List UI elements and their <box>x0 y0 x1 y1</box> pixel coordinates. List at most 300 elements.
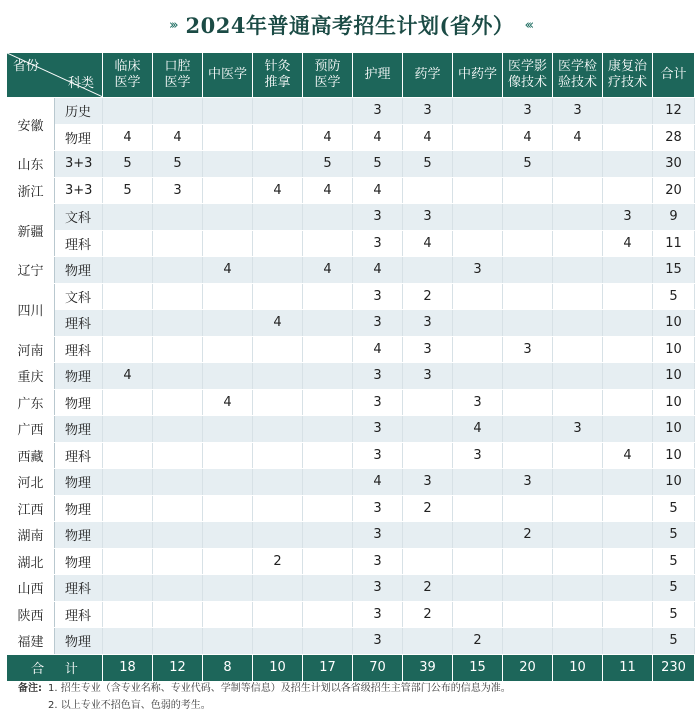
row-total-cell: 12 <box>653 98 695 125</box>
row-total-cell: 5 <box>653 628 695 655</box>
value-cell <box>603 548 653 575</box>
table-row <box>7 495 695 522</box>
value-cell <box>403 416 453 443</box>
value-cell <box>603 98 653 125</box>
value-cell: 3 <box>353 363 403 390</box>
value-cell <box>203 442 253 469</box>
title-bar <box>0 0 700 50</box>
value-cell <box>103 442 153 469</box>
value-cell: 4 <box>403 230 453 257</box>
value-cell <box>153 522 203 549</box>
value-cell <box>453 495 503 522</box>
footer-sum-cell: 20 <box>503 654 553 681</box>
value-cell <box>153 442 203 469</box>
row-total-cell: 10 <box>653 336 695 363</box>
value-cell <box>203 548 253 575</box>
value-cell <box>303 283 353 310</box>
value-cell <box>603 283 653 310</box>
footer-sum-cell: 8 <box>203 654 253 681</box>
value-cell <box>253 98 303 125</box>
value-cell: 2 <box>453 628 503 655</box>
value-cell <box>153 495 203 522</box>
value-cell <box>103 601 153 628</box>
subject-cell: 物理 <box>55 495 103 522</box>
value-cell <box>553 601 603 628</box>
province-header: 省份 <box>13 59 40 74</box>
value-cell: 3 <box>403 204 453 231</box>
table-row <box>7 283 695 310</box>
province-cell: 山西 <box>7 575 55 602</box>
footer-sum-cell: 18 <box>103 654 153 681</box>
value-cell <box>253 469 303 496</box>
value-cell <box>253 151 303 178</box>
value-cell: 4 <box>553 124 603 151</box>
row-total-cell: 10 <box>653 416 695 443</box>
value-cell <box>203 151 253 178</box>
row-total-cell: 5 <box>653 601 695 628</box>
province-cell: 重庆 <box>7 363 55 390</box>
subject-cell: 理科 <box>55 336 103 363</box>
value-cell <box>503 283 553 310</box>
value-cell <box>203 363 253 390</box>
value-cell: 3 <box>353 98 403 125</box>
value-cell <box>153 416 203 443</box>
value-cell <box>603 336 653 363</box>
value-cell <box>153 310 203 337</box>
value-cell <box>503 416 553 443</box>
value-cell: 3 <box>453 257 503 284</box>
value-cell: 3 <box>553 416 603 443</box>
value-cell: 3 <box>353 204 403 231</box>
value-cell: 5 <box>103 177 153 204</box>
value-cell <box>553 257 603 284</box>
value-cell: 4 <box>353 124 403 151</box>
value-cell <box>453 204 503 231</box>
value-cell: 3 <box>403 336 453 363</box>
value-cell: 3 <box>503 469 553 496</box>
table-header-row <box>7 53 695 98</box>
value-cell: 3 <box>353 310 403 337</box>
subject-cell: 理科 <box>55 230 103 257</box>
value-cell <box>303 575 353 602</box>
value-cell <box>203 601 253 628</box>
value-cell <box>203 522 253 549</box>
value-cell <box>453 151 503 178</box>
value-cell: 4 <box>503 124 553 151</box>
province-cell: 安徽 <box>7 98 55 151</box>
table-row <box>7 151 695 178</box>
value-cell: 3 <box>453 442 503 469</box>
value-cell <box>203 230 253 257</box>
value-cell <box>253 522 303 549</box>
value-cell <box>153 204 203 231</box>
row-total-cell: 20 <box>653 177 695 204</box>
value-cell <box>503 575 553 602</box>
major-header: 康复治 疗技术 <box>603 53 653 98</box>
province-cell: 陕西 <box>7 601 55 628</box>
value-cell: 3 <box>353 575 403 602</box>
subject-cell: 理科 <box>55 601 103 628</box>
value-cell <box>103 416 153 443</box>
value-cell <box>603 495 653 522</box>
value-cell <box>553 204 603 231</box>
value-cell <box>103 548 153 575</box>
value-cell <box>503 204 553 231</box>
value-cell <box>103 257 153 284</box>
value-cell <box>453 522 503 549</box>
province-cell: 江西 <box>7 495 55 522</box>
value-cell <box>503 442 553 469</box>
value-cell: 3 <box>403 363 453 390</box>
subject-cell: 物理 <box>55 628 103 655</box>
value-cell <box>303 389 353 416</box>
value-cell: 3 <box>403 98 453 125</box>
value-cell <box>303 310 353 337</box>
value-cell <box>553 442 603 469</box>
value-cell: 2 <box>403 495 453 522</box>
value-cell <box>253 416 303 443</box>
value-cell: 4 <box>203 257 253 284</box>
page-title: 2024年普通高考招生计划(省外） <box>185 13 515 38</box>
province-cell: 广东 <box>7 389 55 416</box>
value-cell: 3 <box>453 389 503 416</box>
value-cell <box>303 628 353 655</box>
value-cell <box>253 336 303 363</box>
value-cell <box>153 601 203 628</box>
value-cell <box>453 230 503 257</box>
province-cell: 山东 <box>7 151 55 178</box>
value-cell <box>253 257 303 284</box>
footer-sum-cell: 12 <box>153 654 203 681</box>
table-row <box>7 389 695 416</box>
value-cell <box>253 495 303 522</box>
table-row <box>7 628 695 655</box>
value-cell: 3 <box>353 628 403 655</box>
subject-cell: 理科 <box>55 310 103 337</box>
major-header: 预防 医学 <box>303 53 353 98</box>
value-cell: 4 <box>303 177 353 204</box>
value-cell <box>103 230 153 257</box>
value-cell: 3 <box>503 336 553 363</box>
value-cell <box>553 495 603 522</box>
value-cell <box>103 575 153 602</box>
value-cell <box>603 522 653 549</box>
subject-cell: 物理 <box>55 416 103 443</box>
value-cell: 2 <box>403 283 453 310</box>
value-cell: 4 <box>253 310 303 337</box>
value-cell <box>303 204 353 231</box>
value-cell: 3 <box>503 98 553 125</box>
value-cell: 4 <box>303 124 353 151</box>
province-cell: 辽宁 <box>7 257 55 284</box>
value-cell <box>253 230 303 257</box>
value-cell: 4 <box>353 336 403 363</box>
value-cell <box>403 628 453 655</box>
subject-cell: 物理 <box>55 124 103 151</box>
province-cell: 西藏 <box>7 442 55 469</box>
row-total-cell: 5 <box>653 522 695 549</box>
table-body <box>7 98 695 655</box>
value-cell <box>153 389 203 416</box>
row-total-cell: 10 <box>653 469 695 496</box>
value-cell <box>453 469 503 496</box>
footer-sum-cell: 10 <box>253 654 303 681</box>
value-cell <box>303 98 353 125</box>
value-cell <box>153 257 203 284</box>
table-row <box>7 575 695 602</box>
value-cell <box>203 124 253 151</box>
table-row <box>7 204 695 231</box>
row-total-cell: 11 <box>653 230 695 257</box>
value-cell: 5 <box>103 151 153 178</box>
value-cell: 5 <box>353 151 403 178</box>
value-cell <box>153 363 203 390</box>
value-cell <box>453 283 503 310</box>
value-cell: 2 <box>403 575 453 602</box>
value-cell <box>303 601 353 628</box>
value-cell <box>503 363 553 390</box>
value-cell: 3 <box>353 389 403 416</box>
value-cell <box>103 522 153 549</box>
footer-total-label: 合 计 <box>7 654 103 681</box>
value-cell <box>553 363 603 390</box>
note-item: 2. 以上专业不招色盲、色弱的考生。 <box>48 700 211 711</box>
value-cell <box>103 336 153 363</box>
table-row <box>7 548 695 575</box>
value-cell <box>453 363 503 390</box>
value-cell <box>103 628 153 655</box>
value-cell: 5 <box>303 151 353 178</box>
value-cell <box>253 283 303 310</box>
value-cell <box>503 230 553 257</box>
province-cell: 湖南 <box>7 522 55 549</box>
value-cell <box>453 575 503 602</box>
footer-sum-cell: 15 <box>453 654 503 681</box>
row-total-cell: 30 <box>653 151 695 178</box>
value-cell <box>453 310 503 337</box>
diagonal-header-cell <box>7 53 103 98</box>
value-cell: 4 <box>103 124 153 151</box>
province-cell: 河南 <box>7 336 55 363</box>
value-cell <box>403 257 453 284</box>
subject-cell: 文科 <box>55 204 103 231</box>
value-cell <box>553 575 603 602</box>
grand-total-cell: 230 <box>653 654 695 681</box>
value-cell <box>603 124 653 151</box>
value-cell <box>553 310 603 337</box>
province-cell: 湖北 <box>7 548 55 575</box>
value-cell <box>153 628 203 655</box>
value-cell: 3 <box>353 230 403 257</box>
enrollment-plan-table <box>6 52 695 682</box>
row-total-cell: 5 <box>653 495 695 522</box>
value-cell <box>553 151 603 178</box>
value-cell <box>203 283 253 310</box>
footer-sum-cell: 10 <box>553 654 603 681</box>
value-cell <box>503 628 553 655</box>
row-total-cell: 5 <box>653 575 695 602</box>
value-cell <box>253 389 303 416</box>
row-total-cell: 28 <box>653 124 695 151</box>
value-cell <box>503 257 553 284</box>
value-cell <box>603 601 653 628</box>
value-cell <box>603 575 653 602</box>
value-cell <box>453 98 503 125</box>
province-cell: 浙江 <box>7 177 55 204</box>
subject-cell: 物理 <box>55 522 103 549</box>
value-cell <box>303 495 353 522</box>
value-cell: 2 <box>253 548 303 575</box>
value-cell <box>153 548 203 575</box>
row-total-cell: 10 <box>653 442 695 469</box>
subject-cell: 物理 <box>55 469 103 496</box>
value-cell: 3 <box>353 548 403 575</box>
value-cell: 3 <box>403 469 453 496</box>
value-cell <box>553 283 603 310</box>
notes-label: 备注: <box>18 683 42 694</box>
value-cell <box>403 177 453 204</box>
table-row <box>7 177 695 204</box>
value-cell: 3 <box>353 522 403 549</box>
total-header: 合计 <box>653 53 695 98</box>
province-cell: 新疆 <box>7 204 55 257</box>
row-total-cell: 10 <box>653 310 695 337</box>
value-cell: 2 <box>503 522 553 549</box>
row-total-cell: 9 <box>653 204 695 231</box>
value-cell <box>203 204 253 231</box>
value-cell <box>453 177 503 204</box>
value-cell: 2 <box>403 601 453 628</box>
value-cell <box>303 522 353 549</box>
value-cell <box>453 124 503 151</box>
value-cell: 3 <box>403 310 453 337</box>
value-cell <box>403 548 453 575</box>
table-row <box>7 469 695 496</box>
value-cell: 4 <box>303 257 353 284</box>
value-cell <box>403 389 453 416</box>
value-cell <box>553 522 603 549</box>
value-cell <box>303 442 353 469</box>
value-cell: 3 <box>153 177 203 204</box>
value-cell <box>603 151 653 178</box>
value-cell <box>253 628 303 655</box>
value-cell <box>603 389 653 416</box>
value-cell <box>453 548 503 575</box>
table-row <box>7 124 695 151</box>
province-cell: 河北 <box>7 469 55 496</box>
value-cell <box>103 310 153 337</box>
value-cell: 5 <box>403 151 453 178</box>
major-header: 临床 医学 <box>103 53 153 98</box>
value-cell <box>303 469 353 496</box>
value-cell <box>103 469 153 496</box>
value-cell <box>103 98 153 125</box>
subject-cell: 3+3 <box>55 151 103 178</box>
value-cell <box>303 416 353 443</box>
value-cell <box>403 442 453 469</box>
value-cell: 3 <box>353 442 403 469</box>
table-row <box>7 230 695 257</box>
value-cell: 4 <box>353 469 403 496</box>
table-row <box>7 98 695 125</box>
table-footer-row <box>7 654 695 681</box>
table-row <box>7 522 695 549</box>
major-header: 中医学 <box>203 53 253 98</box>
value-cell: 5 <box>503 151 553 178</box>
value-cell <box>153 230 203 257</box>
value-cell: 4 <box>453 416 503 443</box>
value-cell <box>553 336 603 363</box>
table-row <box>7 416 695 443</box>
value-cell <box>203 98 253 125</box>
value-cell: 3 <box>353 495 403 522</box>
footer-sum-cell: 11 <box>603 654 653 681</box>
note-item: 1. 招生专业（含专业名称、专业代码、学制等信息）及招生计划以各省级招生主管部门公布的信息为准。 <box>48 683 511 694</box>
subject-cell: 理科 <box>55 442 103 469</box>
value-cell <box>253 363 303 390</box>
value-cell <box>603 310 653 337</box>
value-cell <box>553 628 603 655</box>
table-row <box>7 601 695 628</box>
value-cell <box>553 548 603 575</box>
province-cell: 四川 <box>7 283 55 336</box>
value-cell <box>203 310 253 337</box>
value-cell <box>253 601 303 628</box>
value-cell <box>153 98 203 125</box>
row-total-cell: 5 <box>653 548 695 575</box>
value-cell: 4 <box>403 124 453 151</box>
value-cell: 5 <box>153 151 203 178</box>
value-cell <box>503 495 553 522</box>
value-cell <box>503 601 553 628</box>
subject-cell: 物理 <box>55 257 103 284</box>
subject-cell: 物理 <box>55 363 103 390</box>
value-cell: 4 <box>353 177 403 204</box>
value-cell <box>603 628 653 655</box>
value-cell: 3 <box>603 204 653 231</box>
value-cell <box>153 283 203 310</box>
subject-cell: 文科 <box>55 283 103 310</box>
value-cell <box>203 469 253 496</box>
value-cell <box>303 336 353 363</box>
subject-cell: 物理 <box>55 389 103 416</box>
table-row <box>7 363 695 390</box>
value-cell <box>553 230 603 257</box>
value-cell <box>203 628 253 655</box>
value-cell <box>303 548 353 575</box>
major-header: 护理 <box>353 53 403 98</box>
value-cell <box>503 548 553 575</box>
value-cell <box>303 230 353 257</box>
value-cell <box>603 416 653 443</box>
value-cell <box>553 389 603 416</box>
value-cell <box>103 389 153 416</box>
value-cell: 4 <box>153 124 203 151</box>
value-cell <box>103 283 153 310</box>
value-cell <box>203 177 253 204</box>
table-row <box>7 336 695 363</box>
value-cell <box>153 336 203 363</box>
value-cell <box>503 177 553 204</box>
value-cell <box>203 575 253 602</box>
major-header: 医学检 验技术 <box>553 53 603 98</box>
value-cell: 4 <box>203 389 253 416</box>
value-cell <box>103 495 153 522</box>
value-cell <box>253 204 303 231</box>
value-cell <box>203 495 253 522</box>
table-row <box>7 257 695 284</box>
value-cell: 3 <box>553 98 603 125</box>
